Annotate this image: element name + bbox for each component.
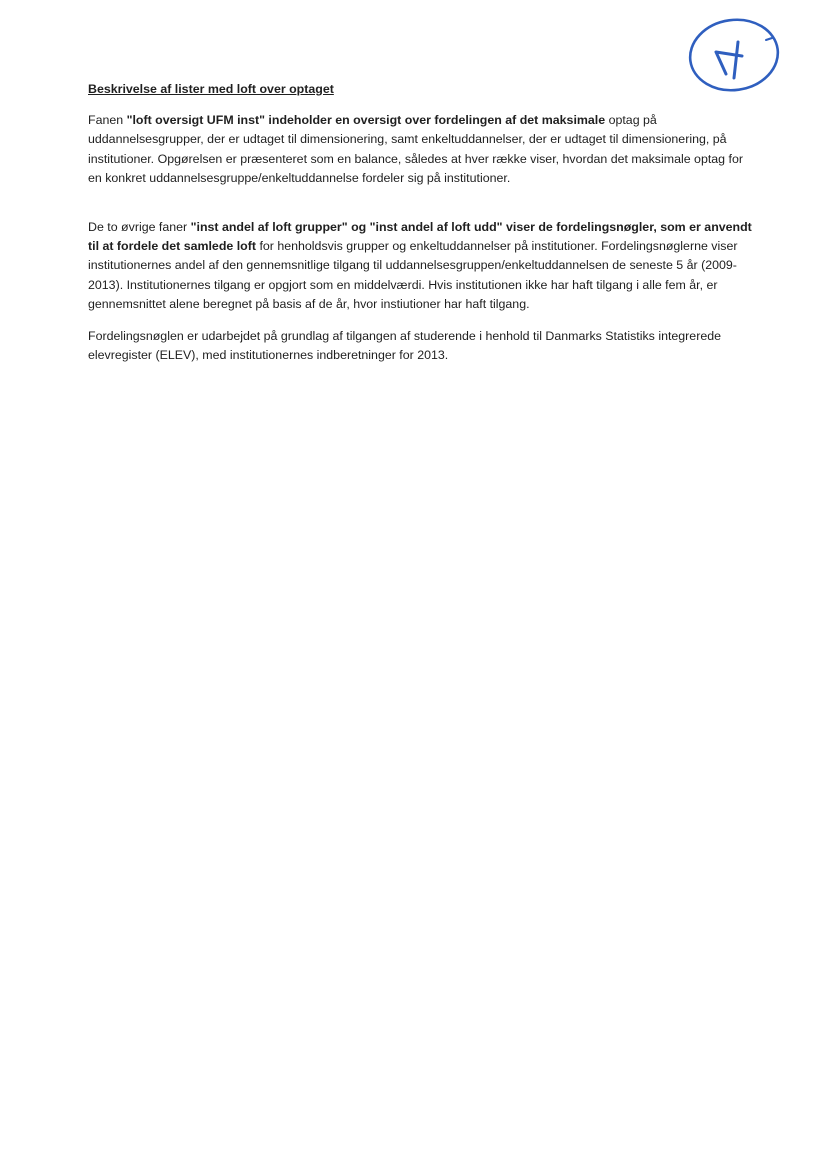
stamp-number: 4: [684, 12, 685, 13]
document-heading: Beskrivelse af lister med loft over optaget: [88, 82, 334, 96]
paragraph-2-text-a: De to øvrige faner: [88, 220, 191, 235]
paragraph-1-text-a: Fanen: [88, 113, 127, 128]
paragraph-1-bold: "loft oversigt UFM inst" indeholder en oversigt over fordelingen af det maksimale: [126, 113, 606, 128]
paragraph-1-text-b: optag på uddannelsesgrupper, der er udtaget til dimensionering, samt enkeltuddannelser, der er udtaget til dimensionering, på institutioner. Opgørelsen er præsenteret som en balance, således at hver række viser, hvordan det maksimale optag for en konkret uddannelsesgruppe/enkeltuddannelse fordeler sig på institutioner.: [88, 113, 743, 185]
paragraph-2-text-b: for henholdsvis grupper og enkeltuddannelser på institutioner. Fordelingsnøglerne viser institutionernes andel af den gennemsnitlige tilgang til uddannelsesgruppen/enkeltuddannelsen de seneste 5 år (2009-2013). Institutionernes tilgang er opgjort som en middelværdi. Hvis institutionen ikke har haft tilgang i alle fem år, er gennemsnittet alene beregnet på basis af de år, hvor instiutioner har haft tilgang.: [88, 239, 738, 311]
document-body: [88, 80, 756, 365]
paragraph-2-bold: "inst andel af loft grupper" og "inst andel af loft udd" viser de fordelingsnøgler, som er anvendt til at fordele det samlede loft: [88, 220, 752, 254]
paragraph-2: [88, 218, 756, 314]
paragraph-1: [88, 111, 756, 188]
paragraph-3: Fordelingsnøglen er udarbejdet på grundlag af tilgangen af studerende i henhold til Danmarks Statistiks integrerede elevregister (ELEV), med institutionernes indberetninger for 2013.: [88, 329, 721, 363]
